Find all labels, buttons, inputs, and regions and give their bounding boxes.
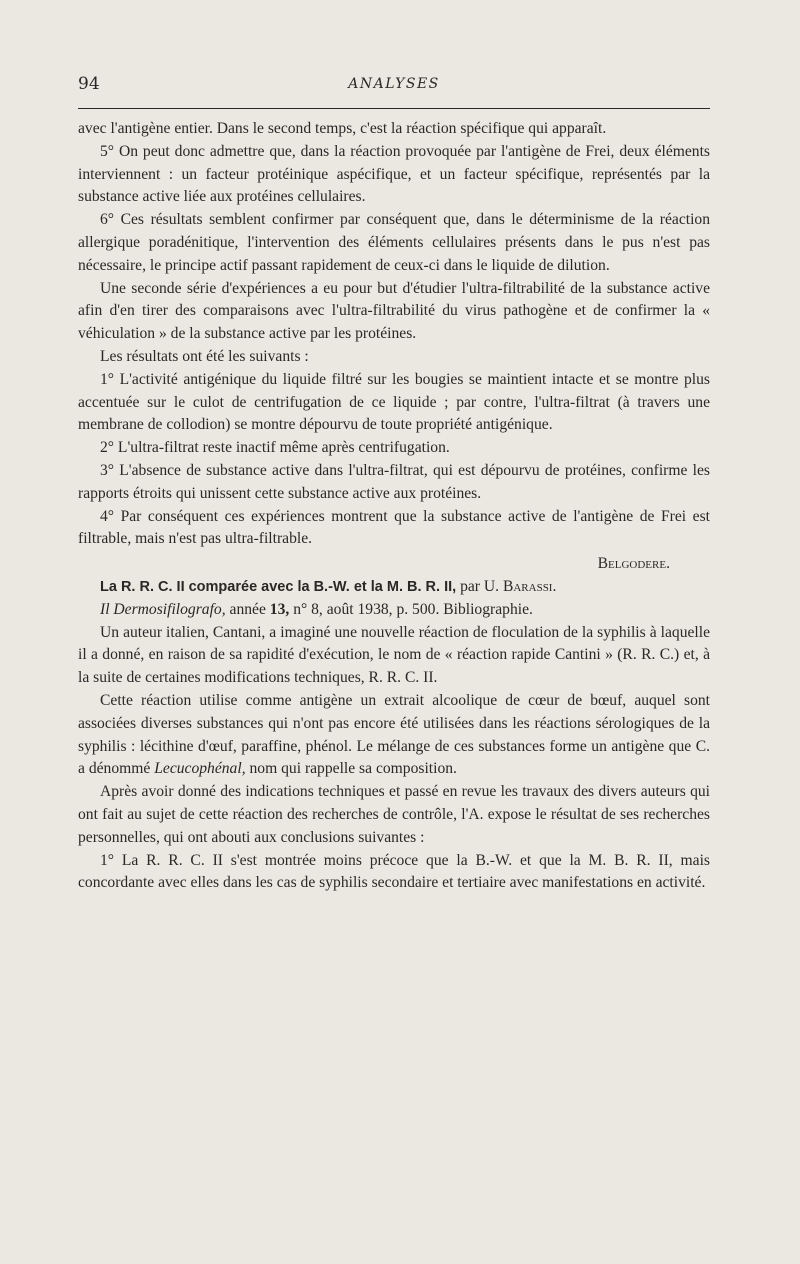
review-title	[78, 576, 710, 599]
review-source	[78, 599, 710, 622]
review-author: U. Barassi.	[483, 577, 557, 595]
review-by: par	[460, 577, 480, 595]
review-title-text: La R. R. C. II comparée avec la B.-W. et la M. B. R. II,	[100, 578, 457, 595]
paragraph: 1° L'activité antigénique du liquide filtré sur les bougies se maintient intacte et se montre plus accentuée sur le culot de centrifugation de ce liquide ; par contre, l'ultra-filtrat (à travers une membrane de collodion) se montre dépourvu de toute propriété antigénique.	[78, 370, 710, 434]
review-year-label: année	[229, 600, 266, 618]
paragraph: avec l'antigène entier. Dans le second temps, c'est la réaction spécifique qui apparaît.	[78, 120, 607, 137]
signature: Belgodere.	[597, 555, 670, 573]
page-header	[78, 74, 710, 102]
review-volume: 13,	[269, 600, 290, 618]
paragraph-text: Cette réaction utilise comme antigène un extrait alcoolique de cœur de bœuf, auquel sont associées diverses substances qui n'ont pas encore été utilisées dans les réactions sérologiques de la syphilis : lécithine d'œuf, paraffine, phénol. Le mélange de ces substances forme un antigène que C. a dénommé	[78, 691, 710, 778]
paragraph: 3° L'absence de substance active dans l'ultra-filtrat, qui est dépourvu de protéines, confirme les rapports étroits qui unissent cette substance active aux protéines.	[78, 461, 710, 502]
paragraph: 1° La R. R. C. II s'est montrée moins précoce que la B.-W. et que la M. B. R. II, mais concordante avec elles dans les cas de syphilis secondaire et tertiaire avec manifestations en activité.	[78, 851, 710, 892]
running-head: ANALYSES	[348, 76, 440, 92]
term-lecucophenal: Lecucophénal,	[154, 760, 246, 778]
paragraph: 4° Par conséquent ces expériences montrent que la substance active de l'antigène de Frei est filtrable, mais n'est pas ultra-filtrable.	[78, 507, 710, 548]
review-issue: n° 8, août 1938, p. 500. Bibliographie.	[293, 600, 533, 618]
paragraph: 6° Ces résultats semblent confirmer par conséquent que, dans le déterminisme de la réaction allergique poradénitique, l'intervention des éléments cellulaires présents dans le pus n'est pas nécessaire, le principe actif passant rapidement de ceux-ci dans le liquide de dilution.	[78, 211, 710, 274]
paragraph	[78, 690, 710, 781]
page-number: 94	[78, 74, 100, 94]
paragraph: Après avoir donné des indications techniques et passé en revue les travaux des divers auteurs qui ont fait au sujet de cette réaction des recherches de contrôle, l'A. expose le résultat de ses recherches personnelles, qui ont abouti aux conclusions suivantes :	[78, 783, 710, 846]
review-journal: Il Dermosifilografo,	[100, 600, 226, 618]
page-body	[78, 118, 710, 895]
paragraph: Les résultats ont été les suivants :	[100, 347, 309, 365]
paragraph: Une seconde série d'expériences a eu pour but d'étudier l'ultra-filtrabilité de la substance active afin d'en tirer des comparaisons avec l'ultra-filtrabilité du virus pathogène et de confirmer la « véhiculation » de la substance active par les protéines.	[78, 279, 710, 343]
paragraph-text: nom qui rappelle sa composition.	[249, 760, 457, 778]
paragraph: 2° L'ultra-filtrat reste inactif même après centrifugation.	[100, 439, 450, 457]
paragraph: 5° On peut donc admettre que, dans la réaction provoquée par l'antigène de Frei, deux éléments interviennent : un facteur protéinique aspécifique, et un facteur spécifique, représentés par la substance active liée aux protéines cellulaires.	[78, 142, 710, 206]
header-rule	[78, 108, 710, 109]
paragraph: Un auteur italien, Cantani, a imaginé une nouvelle réaction de floculation de la syphilis à laquelle il a donné, en raison de sa rapidité d'exécution, le nom de « réaction rapide Cantini » (R. R. C.) et, à la suite de certaines modifications techniques, R. R. C. II.	[78, 623, 710, 687]
